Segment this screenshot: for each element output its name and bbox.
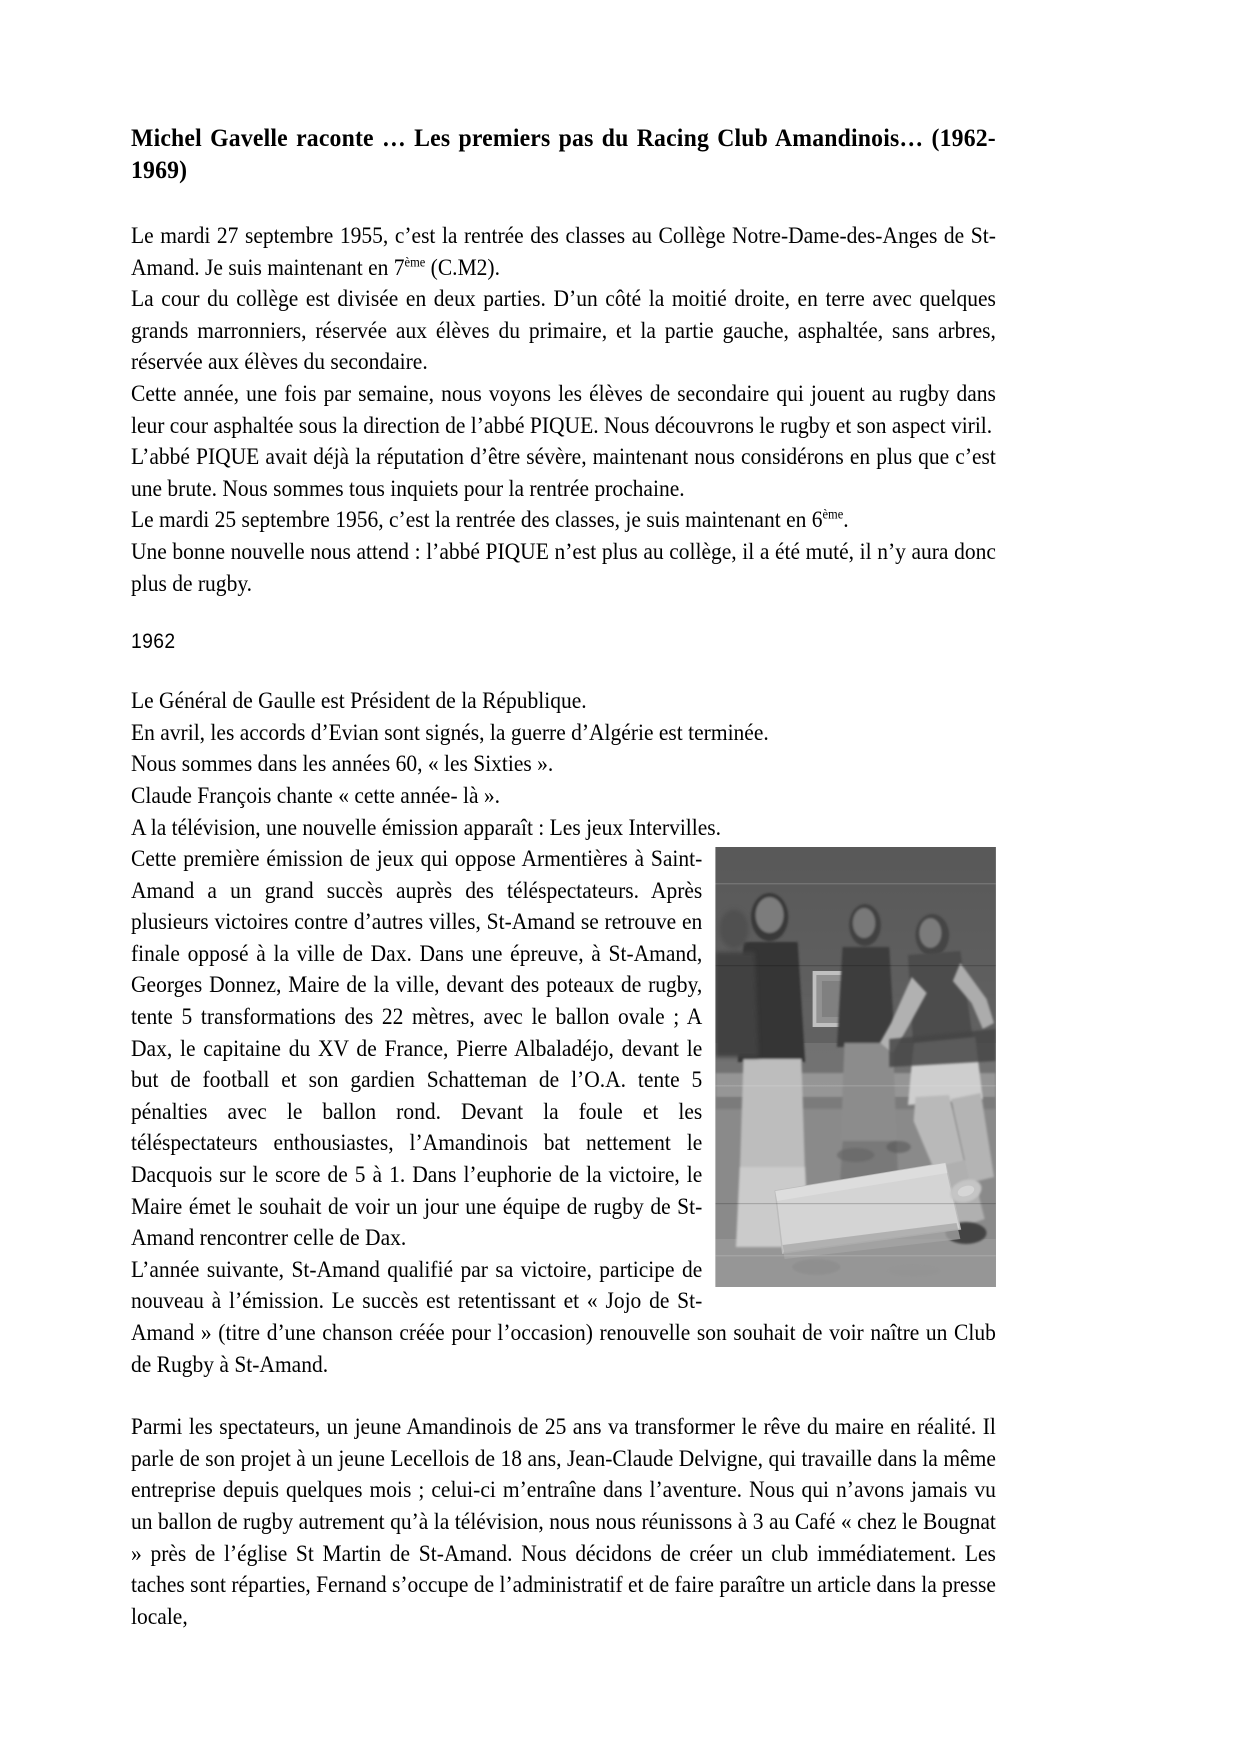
year-line-1: Le Général de Gaulle est Président de la République.	[131, 688, 587, 714]
year-section-lines	[131, 685, 996, 843]
intro-line-3: Cette année, une fois par semaine, nous voyons les élèves de secondaire qui jouent au rugby dans leur cour asphaltée sous la direction de l’abbé PIQUE. Nous découvrons le rugby et son aspect viril.	[131, 380, 996, 438]
year-line-4: Claude François chante « cette année- là ».	[131, 782, 501, 808]
year-heading-1962: 1962	[131, 630, 176, 654]
intro-line-2: La cour du collège est divisée en deux parties. D’un côté la moitié droite, en terre avec quelques grands marronniers, réservée aux élèves du primaire, et la partie gauche, asphaltée, sans arbres, réservée aux élèves du secondaire.	[131, 286, 996, 375]
intro-line-5-text-a: Le mardi 25 septembre 1956, c’est la rentrée des classes, je suis maintenant en 6	[131, 507, 823, 533]
final-section	[131, 1411, 996, 1632]
intervilles-paragraph-2: L’année suivante, St-Amand qualifié par sa victoire, participe de nouveau à l’émission. Le succès est retentissant et « Jojo de St-Amand » (titre d’une chanson créée pour l’occasion) renouvelle son souhait de voir naître un Club de Rugby à St-Amand.	[131, 1256, 996, 1377]
document-content	[131, 122, 996, 1632]
year-line-3: Nous sommes dans les années 60, « les Sixties ».	[131, 751, 554, 777]
intro-line-5	[131, 504, 996, 536]
ordinal-suffix-seventh: ème	[404, 253, 426, 269]
spacer-after-title	[131, 186, 996, 220]
rugby-photograph	[715, 847, 996, 1287]
page-title: Michel Gavelle raconte … Les premiers pas du Racing Club Amandinois… (1962-1969)	[131, 123, 996, 184]
intro-block	[131, 220, 996, 599]
photo-float-wrapper	[715, 847, 996, 1287]
intro-line-1-text-b: (C.M2).	[425, 254, 500, 280]
year-line-2: En avril, les accords d’Evian sont signés, la guerre d’Algérie est terminée.	[131, 719, 769, 745]
intro-line-1	[131, 220, 996, 283]
spacer-after-year	[131, 655, 996, 685]
intro-line-5-text-b: .	[843, 507, 849, 533]
spacer-before-final	[131, 1380, 996, 1411]
intro-line-4: L’abbé PIQUE avait déjà la réputation d’être sévère, maintenant nous considérons en plus que c’est une brute. Nous sommes tous inquiets pour la rentrée prochaine.	[131, 444, 996, 501]
intro-line-6: Une bonne nouvelle nous attend : l’abbé PIQUE n’est plus au collège, il a été muté, il n’y aura donc plus de rugby.	[131, 538, 996, 596]
spacer-before-year	[131, 599, 996, 629]
intro-line-1-text-a: Le mardi 27 septembre 1955, c’est la rentrée des classes au Collège Notre-Dame-des-Anges de St-Amand. Je suis maintenant en 7	[131, 223, 996, 280]
intervilles-paragraph: Cette première émission de jeux qui oppose Armentières à Saint-Amand a un grand succès auprès des téléspectateurs. Après plusieurs victoires contre d’autres villes, St-Amand se retrouve en finale opposé à la ville de Dax. Dans une épreuve, à St-Amand, Georges Donnez, Maire de la ville, devant des poteaux de rugby, tente 5 transformations des 22 mètres, avec le ballon ovale ; A Dax, le capitaine du XV de France, Pierre Albaladéjo, devant le but de football et son gardien Schatteman de l’O.A. tente 5 pénalties avec le ballon rond. Devant la foule et les téléspectateurs enthousiastes, l’Amandinois bat nettement le Dacquois sur le score de 5 à 1. Dans l’euphorie de la victoire, le Maire émet le souhait de voir un jour une équipe de rugby de St-Amand rencontrer celle de Dax.	[131, 846, 703, 1251]
final-paragraph: Parmi les spectateurs, un jeune Amandinois de 25 ans va transformer le rêve du maire en réalité. Il parle de son projet à un jeune Lecellois de 18 ans, Jean-Claude Delvigne, qui travaille dans la même entreprise depuis quelques mois ; celui-ci m’entraîne dans l’aventure. Nous qui n’avons jamais vu un ballon de rugby autrement qu’à la télévision, nous nous réunissons à 3 au Café « chez le Bougnat » près de l’église St Martin de St-Amand. Nous décidons de créer un club immédiatement. Les taches sont réparties, Fernand s’occupe de l’administratif et de faire paraître un article dans la presse locale,	[131, 1414, 996, 1629]
year-line-5: A la télévision, une nouvelle émission apparaît : Les jeux Intervilles.	[131, 814, 722, 840]
ordinal-suffix-sixth: ème	[822, 506, 844, 522]
rugby-photograph-image	[715, 847, 996, 1287]
intervilles-section	[131, 843, 996, 1380]
